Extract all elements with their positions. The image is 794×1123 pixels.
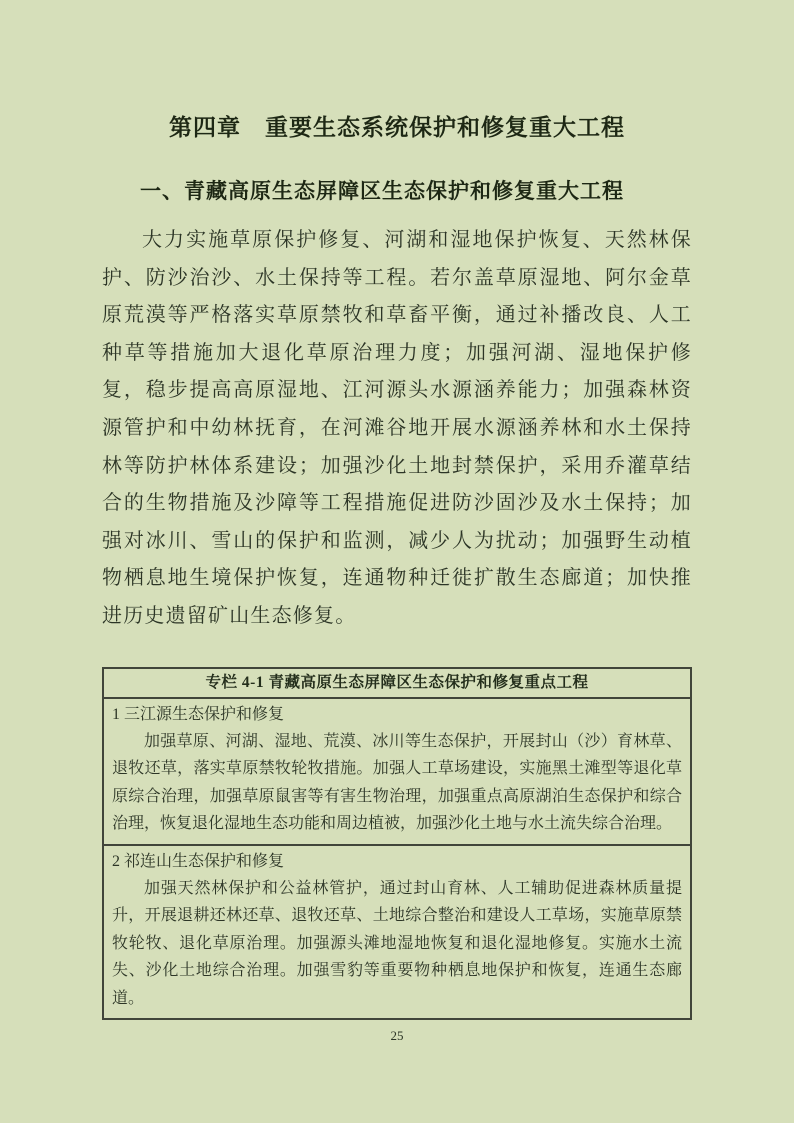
callout-box-header: 专栏 4-1 青藏高原生态屏障区生态保护和修复重点工程: [104, 669, 690, 699]
callout-item-title: 2 祁连山生态保护和修复: [112, 852, 285, 870]
callout-box: [102, 667, 692, 1021]
page-number: 25: [390, 1028, 404, 1043]
callout-item-body: 加强草原、河湖、湿地、荒漠、冰川等生态保护，开展封山（沙）育林草、退牧还草，落实草原禁牧轮牧措施。加强人工草场建设，实施黑土滩型等退化草原综合治理，加强草原鼠害等有害生物治理，加强重点高原湖泊生态保护和综合治理，恢复退化湿地生态功能和周边植被，加强沙化土地与水土流失综合治理。: [112, 732, 682, 833]
chapter-title: 第四章 重要生态系统保护和修复重大工程: [169, 114, 625, 140]
callout-item-body: 加强天然林保护和公益林管护，通过封山育林、人工辅助促进森林质量提升，开展退耕还林还草、退牧还草、土地综合整治和建设人工草场，实施草原禁牧轮牧、退化草原治理。加强源头滩地湿地恢复和退化湿地修复。实施水土流失、沙化土地综合治理。加强雪豹等重要物种栖息地保护和恢复，连通生态廊道。: [112, 879, 682, 1007]
callout-item-title: 1 三江源生态保护和修复: [112, 705, 285, 723]
callout-box-item-2: [104, 844, 690, 1019]
section-heading: 一、青藏高原生态屏障区生态保护和修复重大工程: [140, 180, 624, 203]
body-paragraph: 大力实施草原保护修复、河湖和湿地保护恢复、天然林保护、防沙治沙、水土保持等工程。若尔盖草原湿地、阿尔金草原荒漠等严格落实草原禁牧和草畜平衡，通过补播改良、人工种草等措施加大退化草原治理力度；加强河湖、湿地保护修复，稳步提高高原湿地、江河源头水源涵养能力；加强森林资源管护和中幼林抚育，在河滩谷地开展水源涵养林和水土保持林等防护林体系建设；加强沙化土地封禁保护，采用乔灌草结合的生物措施及沙障等工程措施促进防沙固沙及水土保持；加强对冰川、雪山的保护和监测，减少人为扰动；加强野生动植物栖息地生境保护恢复，连通物种迁徙扩散生态廊道；加快推进历史遗留矿山生态修复。: [102, 229, 692, 627]
document-page: [100, 0, 694, 1020]
callout-box-item-1: [104, 699, 690, 844]
